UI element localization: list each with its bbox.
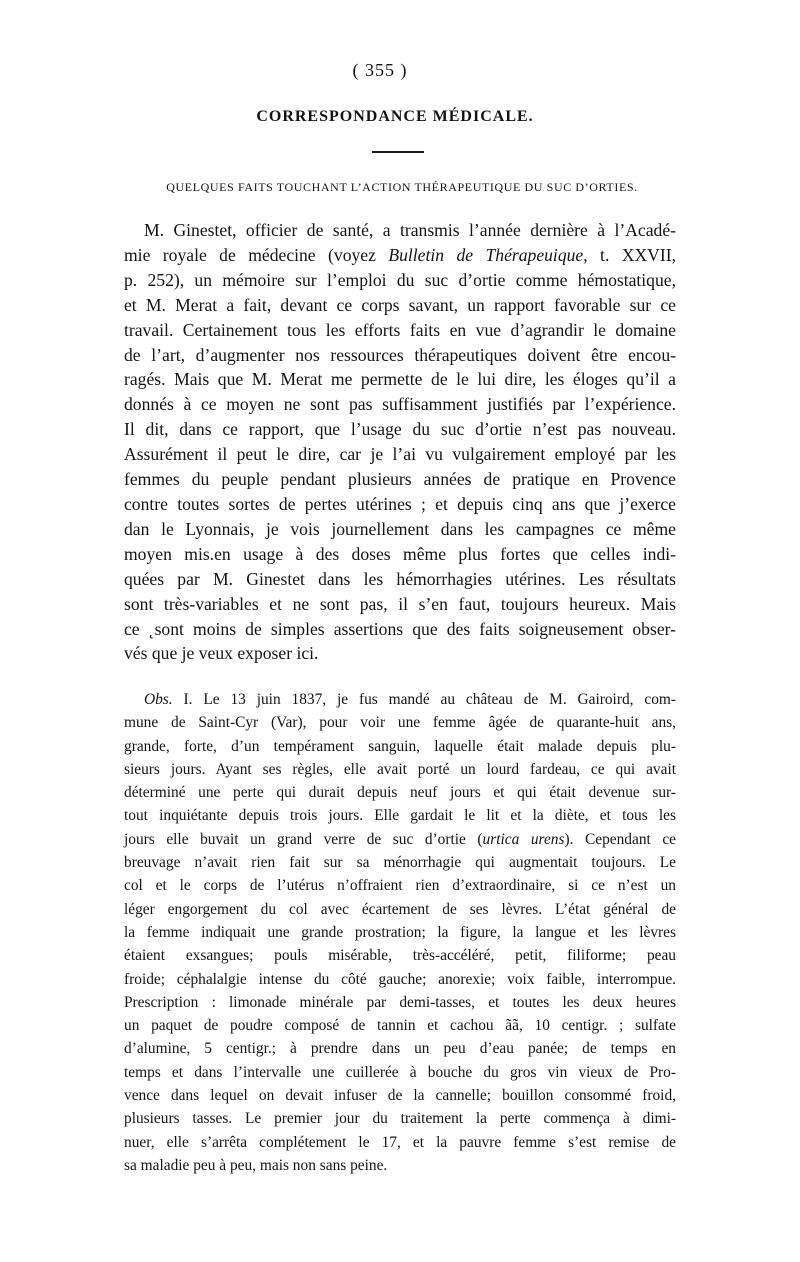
text-line: sa maladie peu à peu, mais non sans peine. [124,1156,388,1174]
obs-label: Obs. [144,691,173,708]
journal-reference: Bulletin de Thérapeuique [388,244,584,265]
text-fragment: I. Le 13 juin 1837, je fus mandé au château de M. Gairoird, com- [172,691,676,708]
text-line: un paquet de poudre composé de tannin et cachou ãã, 10 centigr. ; sulfate [124,1017,676,1035]
text-line: froide; céphalalgie intense du côté gauche; anorexie; voix faible, interrompue. [124,970,676,988]
paragraph-observation-1 [124,688,676,1177]
text-line: et M. Merat a fait, devant ce corps savant, un rapport favorable sur ce [124,294,676,315]
page-number: ( 355 ) [352,60,408,80]
text-line: tout inquiétante depuis trois jours. Elle gardait le lit et la diète, et tous les [124,807,676,825]
text-line: M. Ginestet, officier de santé, a transmis l’année dernière à l’Acadé- [144,220,676,240]
text-line: temps et dans l’intervalle une cuillerée à bouche du gros vin vieux de Pro- [124,1063,676,1081]
text-line: ce ˛sont moins de simples assertions que des faits soigneusement obser- [124,618,676,639]
text-line: Assurément il peut le dire, car je l’ai vu vulgairement employé par les [124,444,676,465]
text-line: Prescription : limonade minérale par demi-tasses, et toutes les deux heures [124,993,676,1011]
text-line: vés que je veux exposer ici. [124,643,319,664]
text-line: Il dit, dans ce rapport, que l’usage du suc d’ortie n’est pas nouveau. [124,419,676,440]
text-line: vence dans lequel on devait infuser de la cannelle; bouillon consommé froid, [124,1087,676,1105]
section-title: CORRESPONDANCE MÉDICALE. [256,108,534,125]
text-fragment: mie royale de médecine (voyez [124,244,389,265]
article-title: QUELQUES FAITS TOUCHANT L’ACTION THÉRAPEUTIQUE DU SUC D’ORTIES. [166,180,638,194]
text-line: étaient exsangues; pouls misérable, très-accéléré, petit, filiforme; peau [124,947,676,965]
text-line: p. 252), un mémoire sur l’emploi du suc d’ortie comme hémostatique, [124,269,676,290]
text-line [124,688,676,711]
text-line: mune de Saint-Cyr (Var), pour voir une femme âgée de quarante-huit ans, [124,714,676,732]
text-line: d’alumine, 5 centigr.; à prendre dans un peu d’eau panée; de temps en [124,1040,676,1058]
text-line: contre toutes sortes de pertes utérines ; et depuis cinq ans que j’exerce [124,493,676,514]
text-line: moyen mis.en usage à des doses même plus fortes que celles indi- [124,543,676,564]
text-line: quées par M. Ginestet dans les hémorrhagies utérines. Les résultats [124,568,676,589]
text-line: déterminé une perte qui durait depuis neuf jours et qui était devenue sur- [124,784,676,802]
text-line: sont très-variables et ne sont pas, il s’en faut, toujours heureux. Mais [124,593,676,614]
paragraph-intro [124,218,676,666]
text-line: de l’art, d’augmenter nos ressources thérapeutiques doivent être encou- [124,344,676,365]
text-line: nuer, elle s’arrêta complétement le 17, et la pauvre femme s’est remise de [124,1133,676,1151]
text-fragment: jours elle buvait un grand verre de suc d’ortie ( [124,830,483,848]
text-line: grande, forte, d’un tempérament sanguin, laquelle était malade depuis plu- [124,737,676,755]
text-line: travail. Certainement tous les efforts faits en vue d’agrandir le domaine [124,319,676,340]
text-line: col et le corps de l’utérus n’offraient rien d’extraordinaire, si ce n’est un [124,877,676,895]
text-fragment: , t. XXVII, [583,244,676,265]
text-line: léger engorgement du col avec écartement de ses lèvres. L’état général de [124,900,676,918]
text-line: femmes du peuple pendant plusieurs années de pratique en Provence [124,469,676,490]
text-fragment: ). Cependant ce [564,830,676,848]
text-line [124,828,676,851]
text-line: donnés à ce moyen ne sont pas suffisamment justifiés par l’expérience. [124,394,676,415]
text-line: ragés. Mais que M. Merat me permette de le lui dire, les éloges qu’il a [124,369,676,390]
text-line: plusieurs tasses. Le premier jour du traitement la perte commença à dimi- [124,1110,676,1128]
latin-name: urtica urens [482,830,565,848]
text-line: breuvage n’avait rien fait sur sa ménorrhagie qui augmentait toujours. Le [124,854,676,872]
text-line: la femme indiquait une grande prostration; la figure, la langue et les lèvres [124,923,676,941]
text-line: dan le Lyonnais, je vois journellement dans les campagnes ce même [124,518,676,539]
text-line: sieurs jours. Ayant ses règles, elle avait porté un lourd fardeau, ce qui avait [124,760,676,778]
title-divider [372,151,424,153]
text-line [124,243,676,268]
